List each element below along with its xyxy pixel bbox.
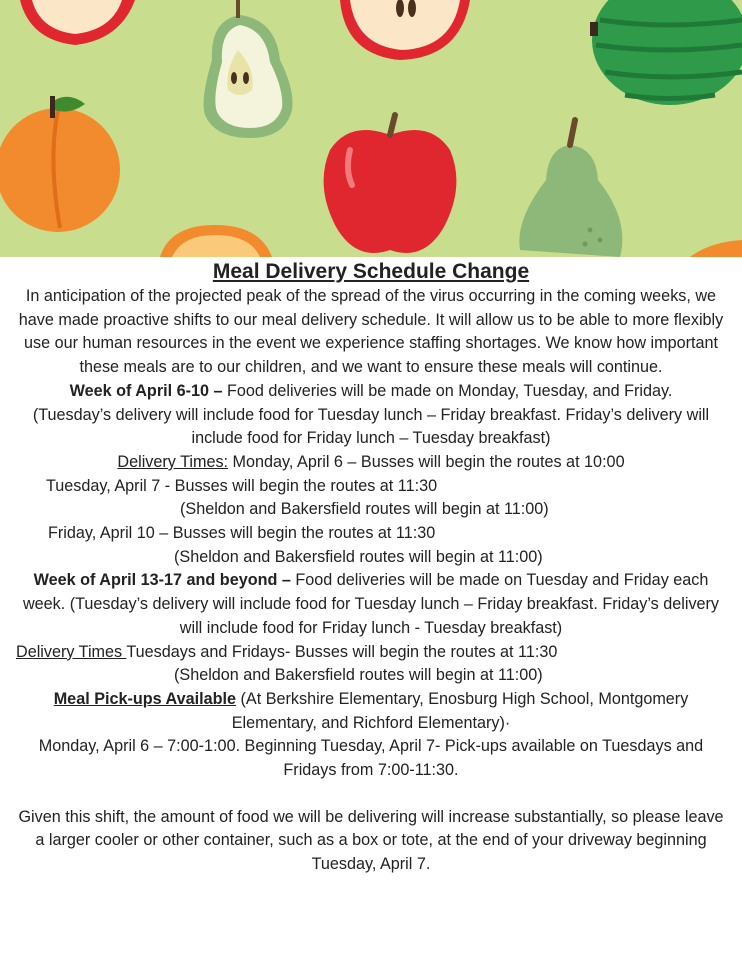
week1-heading: Week of April 6-10 – xyxy=(69,381,223,400)
week1-paragraph xyxy=(0,380,742,451)
week1-text: Food deliveries will be made on Monday, Tuesday, and Friday. xyxy=(222,381,673,400)
week1-detail: (Tuesday’s delivery will include food for Tuesday lunch – Friday breakfast. Friday’s delivery will include food for Friday lunch – Tuesday breakfast) xyxy=(32,405,710,448)
pickups-locations: (At Berkshire Elementary, Enosburg High School, Montgomery Elementary, and Richford Elementary)· xyxy=(231,689,689,732)
week2-times-text: Tuesdays and Fridays- Busses will begin the routes at 11:30 xyxy=(126,642,558,661)
week1-times-monday-text: Monday, April 6 – Busses will begin the routes at 10:00 xyxy=(228,452,625,471)
week2-text: Food deliveries will be made on Tuesday and Friday each week. (Tuesday’s delivery will include food for Tuesday lunch – Friday breakfast. Friday’s delivery will include food for Friday lunch - Tuesday breakfast) xyxy=(22,571,720,637)
week1-times-tuesday-note xyxy=(0,498,742,522)
fruit-illustration xyxy=(0,0,742,257)
notice-body xyxy=(0,257,742,877)
pickups-paragraph xyxy=(0,688,742,735)
intro-paragraph: In anticipation of the projected peak of the spread of the virus occurring in the coming weeks, we have made proactive shifts to our meal delivery schedule. It will allow us to be able to more flexibly use our human resources in the event we experience staffing shortages. We know how important these meals are to our children, and we want to ensure these meals will continue. xyxy=(18,287,724,377)
week1-times-friday-note-text: (Sheldon and Bakersfield routes will begin at 11:00) xyxy=(174,547,543,566)
week2-times-note xyxy=(0,664,742,688)
week2-times-label: Delivery Times xyxy=(16,642,127,661)
week1-times-tuesday-text: Tuesday, April 7 - Busses will begin the routes at 11:30 xyxy=(46,476,438,495)
closing-paragraph: Given this shift, the amount of food we will be delivering will increase substantially, so please leave a larger cooler or other container, such as a box or tote, at the end of your driveway beginning Tuesday, April 7. xyxy=(18,807,724,874)
week1-times-monday xyxy=(0,451,742,475)
week2-heading: Week of April 13-17 and beyond – xyxy=(33,571,291,590)
week2-times xyxy=(0,641,742,665)
week1-times-label: Delivery Times: xyxy=(117,452,229,471)
page-title: Meal Delivery Schedule Change xyxy=(212,260,530,283)
spacer xyxy=(0,783,742,806)
pickups-heading: Meal Pick-ups Available xyxy=(53,689,237,708)
week1-times-tuesday-note-text: (Sheldon and Bakersfield routes will begin at 11:00) xyxy=(180,500,549,519)
week2-times-note-text: (Sheldon and Bakersfield routes will begin at 11:00) xyxy=(174,666,543,685)
fruit-banner xyxy=(0,0,742,257)
week1-times-tuesday xyxy=(0,475,742,499)
week1-times-friday-text: Friday, April 10 – Busses will begin the routes at 11:30 xyxy=(48,524,436,543)
week1-times-friday-note xyxy=(0,546,742,570)
week1-times-friday xyxy=(0,522,742,546)
pickups-times: Monday, April 6 – 7:00-1:00. Beginning Tuesday, April 7- Pick-ups available on Tuesdays and Fridays from 7:00-11:30. xyxy=(38,737,704,780)
week2-paragraph xyxy=(0,569,742,640)
